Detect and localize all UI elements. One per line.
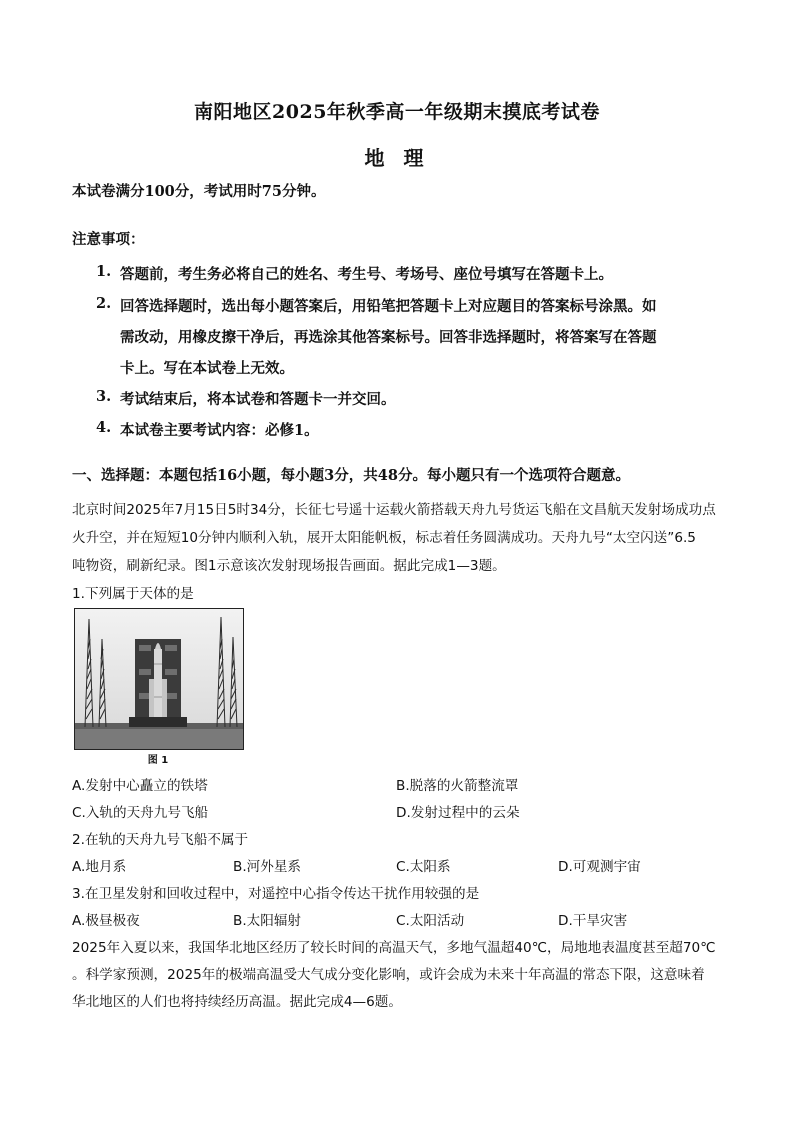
option: B.河外星系 (233, 859, 302, 875)
question-stem: 2.在轨的天舟九号飞船不属于 (72, 832, 249, 848)
launch-site-image (75, 609, 243, 749)
note-line: 需改动，用橡皮擦干净后，再选涂其他答案标号。回答非选择题时，将答案写在答题 (120, 329, 657, 346)
question-stem: 3.在卫星发射和回收过程中，对遥控中心指令传达干扰作用较强的是 (72, 886, 480, 902)
option: B.脱落的火箭整流罩 (396, 778, 519, 794)
passage-line: 火升空，并在短短10分钟内顺利入轨，展开太阳能帆板，标志着任务圆满成功。天舟九号“太空闪送”6.5 (72, 530, 696, 546)
option: C.入轨的天舟九号飞船 (72, 805, 209, 821)
question-stem: 1.下列属于天体的是 (72, 586, 194, 602)
option: C.太阳活动 (396, 913, 465, 929)
note-line: 回答选择题时，选出每小题答案后，用铅笔把答题卡上对应题目的答案标号涂黑。如 (120, 298, 657, 315)
note-line: 考试结束后，将本试卷和答题卡一并交回。 (120, 391, 396, 408)
subject-title: 地 理 (364, 146, 430, 170)
note-line: 答题前，考生务必将自己的姓名、考生号、考场号、座位号填写在答题卡上。 (120, 266, 613, 283)
launch-site-figure (74, 608, 244, 750)
note-number: 4. (96, 419, 112, 436)
passage-line: 华北地区的人们也将持续经历高温。据此完成4—6题。 (72, 994, 402, 1010)
note-number: 3. (96, 388, 112, 405)
option: D.干旱灾害 (558, 913, 628, 929)
passage-line: 吨物资，刷新纪录。图1示意该次发射现场报告画面。据此完成1—3题。 (72, 558, 506, 574)
exam-title: 南阳地区2025年秋季高一年级期末摸底考试卷 (194, 101, 600, 123)
passage-line: 。科学家预测，2025年的极端高温受大气成分变化影响，或许会成为未来十年高温的常态下限，这意味着 (72, 967, 705, 983)
option: A.发射中心矗立的铁塔 (72, 778, 208, 794)
note-number: 1. (96, 263, 112, 280)
passage-line: 北京时间2025年7月15日5时34分，长征七号遥十运载火箭搭载天舟九号货运飞船在文昌航天发射场成功点 (72, 502, 716, 518)
option: C.太阳系 (396, 859, 451, 875)
option: D.可观测宇宙 (558, 859, 641, 875)
notes-heading: 注意事项： (72, 231, 145, 248)
passage-line: 2025年入夏以来，我国华北地区经历了较长时间的高温天气，多地气温超40℃，局地地表温度甚至超70℃ (72, 940, 716, 956)
figure-caption: 图 1 (147, 755, 169, 766)
exam-info: 本试卷满分100分，考试用时75分钟。 (72, 183, 326, 200)
section-heading: 一、选择题：本题包括16小题，每小题3分，共48分。每小题只有一个选项符合题意。 (72, 467, 630, 484)
note-number: 2. (96, 295, 112, 312)
option: A.极昼极夜 (72, 913, 140, 929)
option: B.太阳辐射 (233, 913, 302, 929)
note-line: 卡上。写在本试卷上无效。 (120, 360, 294, 377)
note-line: 本试卷主要考试内容：必修1。 (120, 422, 319, 439)
option: D.发射过程中的云朵 (396, 805, 520, 821)
option: A.地月系 (72, 859, 127, 875)
